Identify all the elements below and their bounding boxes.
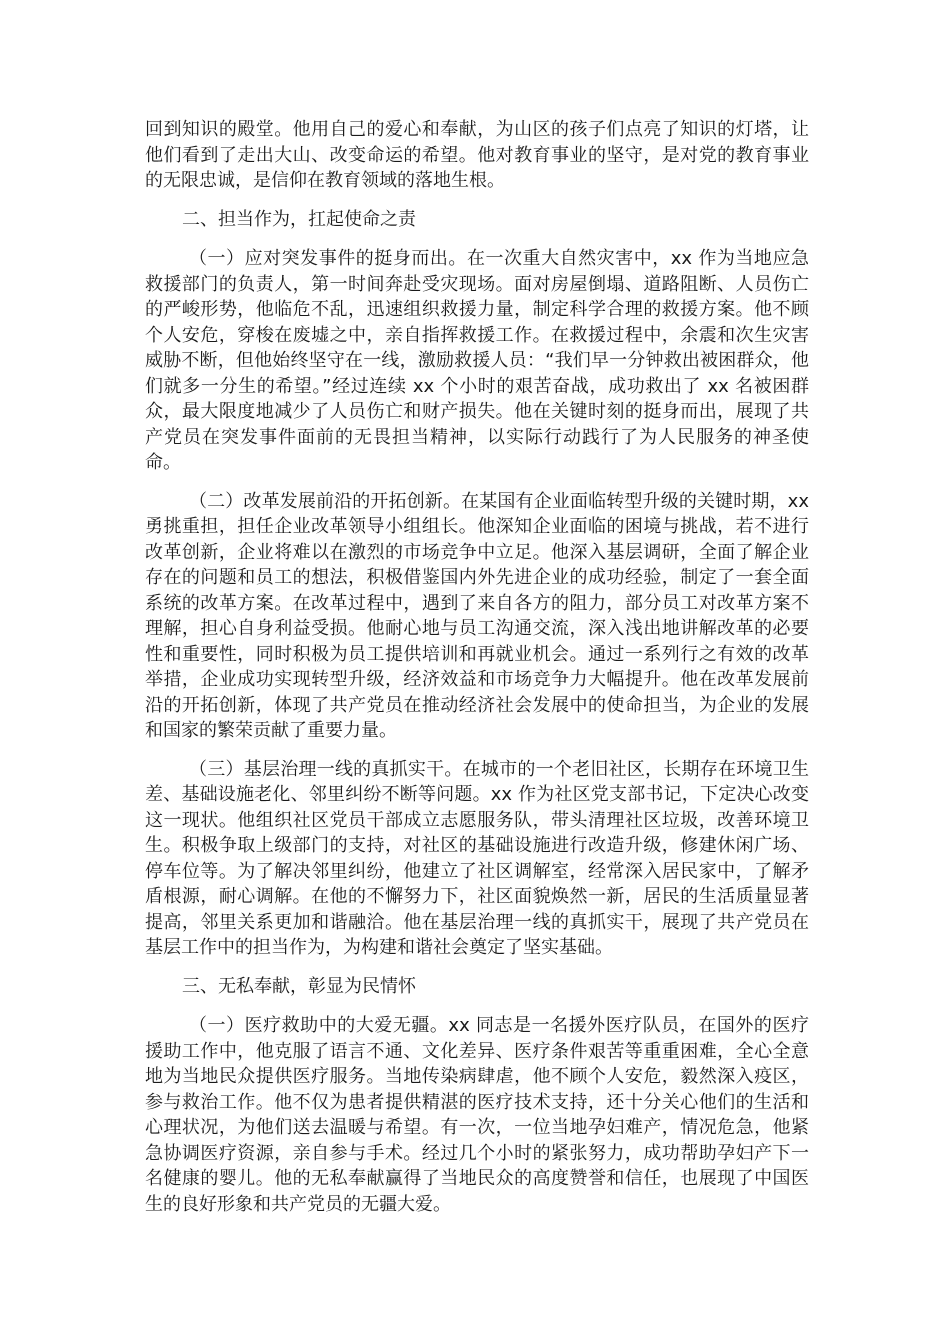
- paragraph-2-2: （二）改革发展前沿的开拓创新。在某国有企业面临转型升级的关键时期，xx 勇挑重担，担任企业改革领导小组组长。他深知企业面临的困境与挑战，若不进行改革创新，企业将难以在激烈的市场竞争中立足。他深入基层调研，全面了解企业存在的问题和员工的想法，积极借鉴国内外先进企业的成功经验，制定了一套全面系统的改革方案。在改革过程中，遇到了来自各方的阻力，部分员工对改革方案不理解，担心自身利益受损。他耐心地与员工沟通交流，深入浅出地讲解改革的必要性和重要性，同时积极为员工提供培训和再就业机会。通过一系列行之有效的改革举措，企业成功实现转型升级，经济效益和市场竞争力大幅提升。他在改革发展前沿的开拓创新，体现了共产党员在推动经济社会发展中的使命担当，为企业的发展和国家的繁荣贡献了重要力量。: [145, 490, 809, 741]
- section-heading-2: 二、担当作为，扛起使命之责: [182, 208, 416, 230]
- paragraph-2-1: （一）应对突发事件的挺身而出。在一次重大自然灾害中，xx 作为当地应急救援部门的负责人，第一时间奔赴受灾现场。面对房屋倒塌、道路阻断、人员伤亡的严峻形势，他临危不乱，迅速组织救援力量，制定科学合理的救援方案。他不顾个人安危，穿梭在废墟之中，亲自指挥救援工作。在救援过程中，余震和次生灾害威胁不断，但他始终坚守在一线，激励救援人员：“我们早一分钟救出被困群众，他们就多一分生的希望。”经过连续 xx 个小时的艰苦奋战，成功救出了 xx 名被困群众，最大限度地减少了人员伤亡和财产损失。他在关键时刻的挺身而出，展现了共产党员在突发事件面前的无畏担当精神，以实际行动践行了为人民服务的神圣使命。: [145, 248, 809, 473]
- section-heading-3: 三、无私奉献，彰显为民情怀: [182, 975, 416, 997]
- document-body: [145, 117, 809, 1230]
- paragraph-3-1: （一）医疗救助中的大爱无疆。xx 同志是一名援外医疗队员，在国外的医疗援助工作中，他克服了语言不通、文化差异、医疗条件艰苦等重重困难，全心全意地为当地民众提供医疗服务。当地传染病肆虐，他不顾个人安危，毅然深入疫区，参与救治工作。他不仅为患者提供精湛的医疗技术支持，还十分关心他们的生活和心理状况，为他们送去温暖与希望。有一次，一位当地孕妇难产，情况危急，他紧急协调医疗资源，亲自参与手术。经过几个小时的紧张努力，成功帮助孕妇产下一名健康的婴儿。他的无私奉献赢得了当地民众的高度赞誉和信任，也展现了中国医生的良好形象和共产党员的无疆大爱。: [145, 1015, 809, 1215]
- paragraph-2-3: （三）基层治理一线的真抓实干。在城市的一个老旧社区，长期存在环境卫生差、基础设施老化、邻里纠纷不断等问题。xx 作为社区党支部书记，下定决心改变这一现状。他组织社区党员干部成立志愿服务队，带头清理社区垃圾，改善环境卫生。积极争取上级部门的支持，对社区的基础设施进行改造升级，修建休闲广场、停车位等。为了解决邻里纠纷，他建立了社区调解室，经常深入居民家中，了解矛盾根源，耐心调解。在他的不懈努力下，社区面貌焕然一新，居民的生活质量显著提高，邻里关系更加和谐融洽。他在基层治理一线的真抓实干，展现了共产党员在基层工作中的担当作为，为构建和谐社会奠定了坚实基础。: [145, 758, 809, 958]
- paragraph-continuation: 回到知识的殿堂。他用自己的爱心和奉献，为山区的孩子们点亮了知识的灯塔，让他们看到了走出大山、改变命运的希望。他对教育事业的坚守，是对党的教育事业的无限忠诚，是信仰在教育领域的落地生根。: [145, 119, 809, 191]
